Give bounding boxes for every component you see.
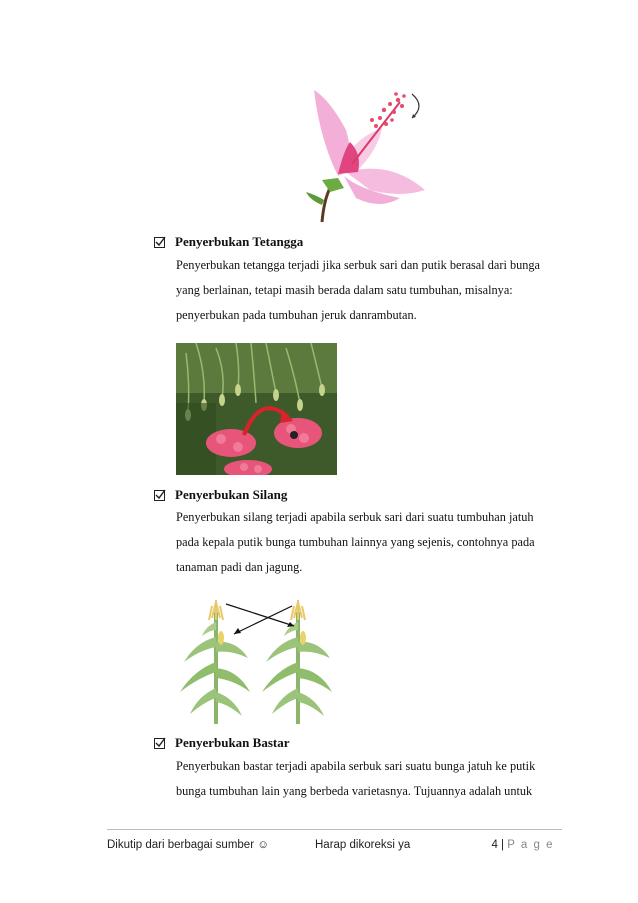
paragraph-line: yang berlainan, tetapi masih berada dalam satu tumbuhan, misalnya: xyxy=(176,283,513,297)
hibiscus-flower-illustration xyxy=(300,80,435,225)
section-paragraph xyxy=(176,505,561,580)
section-heading-row xyxy=(154,234,303,250)
paragraph-line: bunga tumbuhan lain yang berbeda varietasnya. Tujuannya adalah untuk xyxy=(176,784,533,798)
page-label: P a g e xyxy=(507,839,554,851)
flower-photo-illustration xyxy=(176,343,337,475)
section-paragraph xyxy=(176,754,561,804)
section-heading-row xyxy=(154,735,289,751)
checkbox-checked-icon xyxy=(154,490,165,501)
page-footer xyxy=(107,829,562,851)
corn-plants-illustration xyxy=(176,592,338,724)
footer-note-text: Harap dikoreksi ya xyxy=(315,839,411,851)
section-paragraph xyxy=(176,253,561,328)
section-heading-row xyxy=(154,487,287,503)
paragraph-line: pada kepala putik bunga tumbuhan lainnya yang sejenis, contohnya pada xyxy=(176,535,535,549)
footer-separator: | xyxy=(501,839,505,851)
checkbox-checked-icon xyxy=(154,738,165,749)
paragraph-line: Penyerbukan bastar terjadi apabila serbuk sari suatu bunga jatuh ke putik xyxy=(176,759,536,773)
section-heading: Penyerbukan Silang xyxy=(175,487,288,502)
paragraph-line: Penyerbukan silang terjadi apabila serbuk sari dari suatu tumbuhan jatuh xyxy=(176,510,534,524)
page-number: 4 xyxy=(491,839,498,851)
paragraph-line: tanaman padi dan jagung. xyxy=(176,560,303,574)
footer-source-text: Dikutip dari berbagai sumber ☺ xyxy=(107,839,269,851)
checkbox-checked-icon xyxy=(154,237,165,248)
paragraph-line: penyerbukan pada tumbuhan jeruk danrambutan. xyxy=(176,308,417,322)
section-heading: Penyerbukan Tetangga xyxy=(175,234,304,249)
section-heading: Penyerbukan Bastar xyxy=(175,735,290,750)
footer-page-indicator xyxy=(491,839,554,851)
paragraph-line: Penyerbukan tetangga terjadi jika serbuk sari dan putik berasal dari bunga xyxy=(176,258,541,272)
